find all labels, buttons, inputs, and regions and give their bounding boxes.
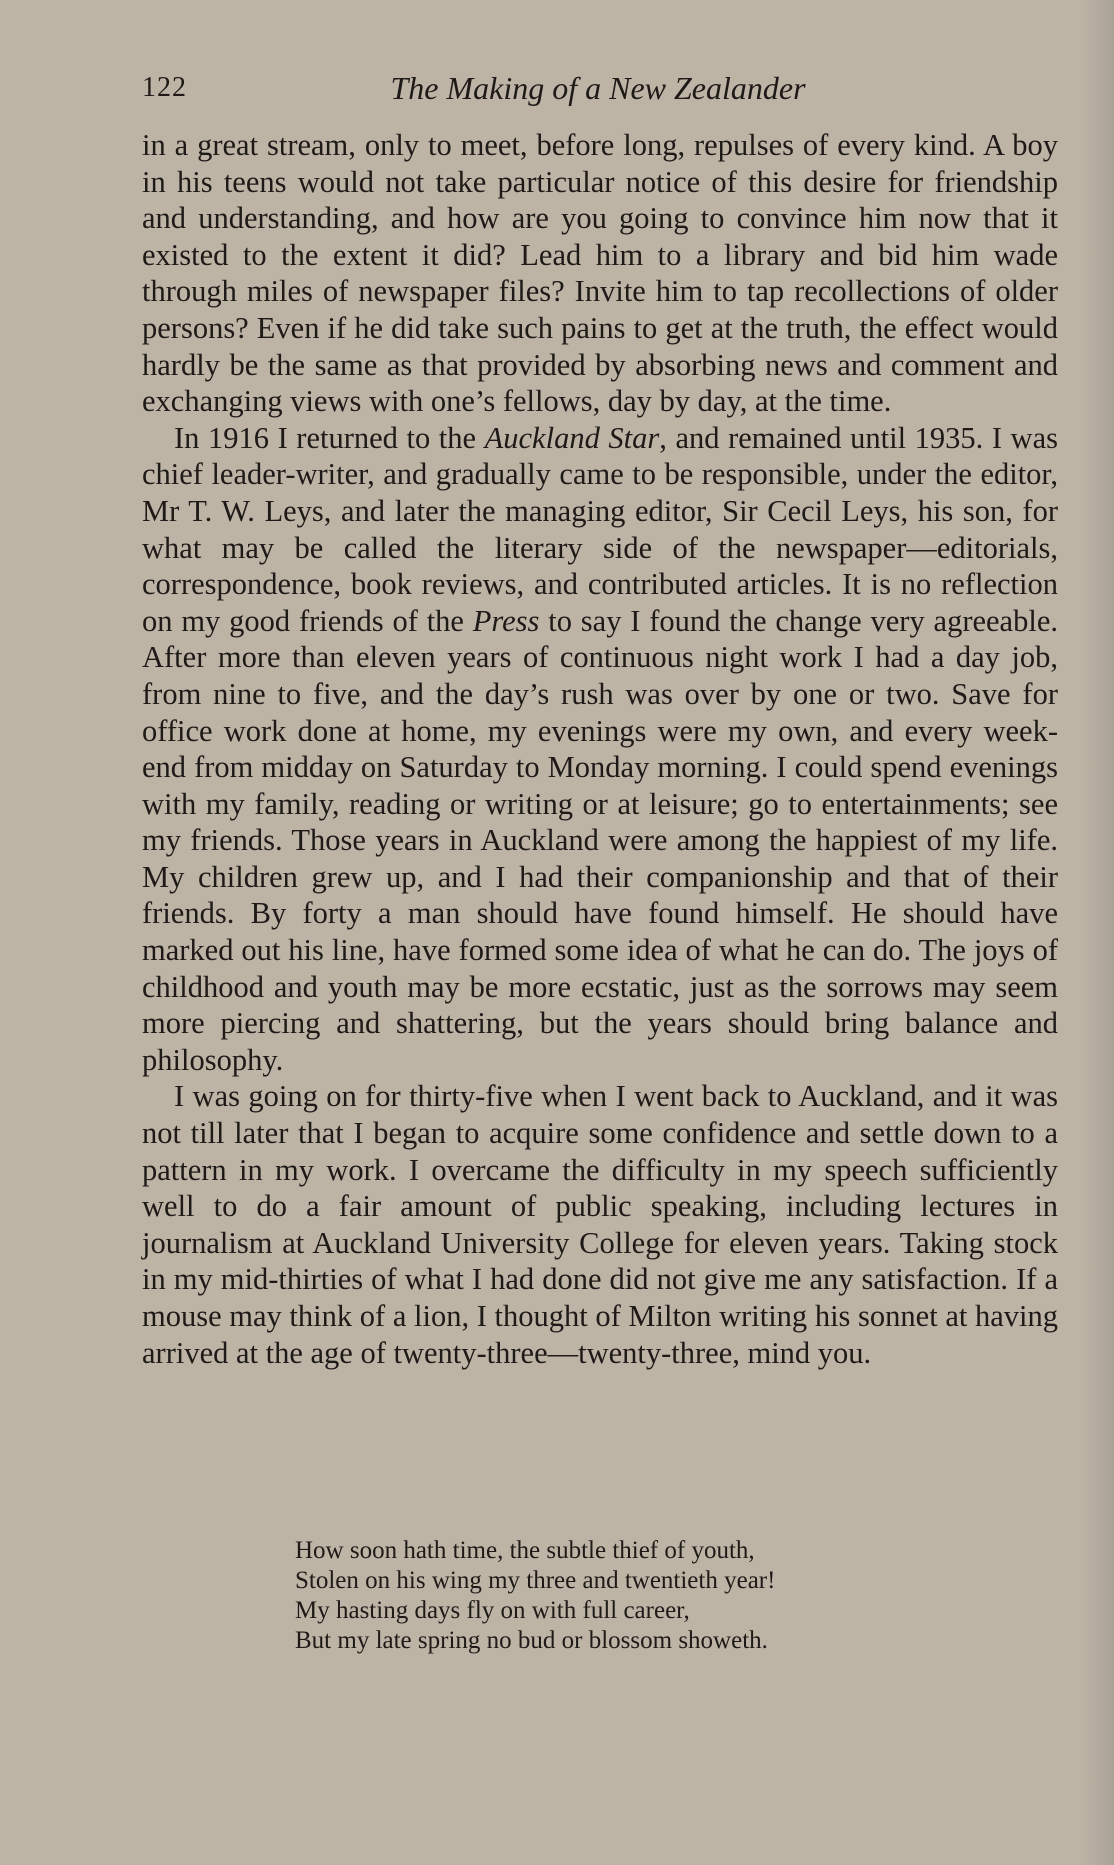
- paragraph-thirty-five: I was going on for thirty-five when I went back to Auckland, and it was not till later that I began to acquire some confidence and settle down to a pattern in my work. I overcame the difficulty in my speech sufficiently well to do a fair amount of public speaking, including lectures in journalism at Auckland University College for eleven years. Taking stock in my mid-thirties of what I had done did not give me any satisfaction. If a mouse may think of a lion, I thought of Milton writing his sonnet at having arrived at the age of twenty-three—twenty-three, mind you.: [142, 1079, 1058, 1370]
- poem-line: But my late spring no bud or blossom showeth.: [295, 1627, 768, 1654]
- paragraph-text: In 1916 I returned to the: [174, 420, 485, 455]
- page-number: 122: [142, 72, 187, 103]
- poem-line: How soon hath time, the subtle thief of youth,: [295, 1537, 755, 1564]
- running-header: [142, 70, 1054, 114]
- paragraph-text: to say I found the change very agreeable. After more than eleven years of continuous night work I had a day job, from nine to five, and the day’s rush was over by one or two. Save for office work done at home, my evenings were my own, and every week-end from midday on Saturday to Monday morning. I could spend evenings with my family, reading or writing or at leisure; go to entertainments; see my friends. Those years in Auckland were among the happiest of my life. My children grew up, and I had their companionship and that of their friends. By forty a man should have found himself. He should have marked out his line, have formed some idea of what he can do. The joys of childhood and youth may be more ecstatic, just as the sorrows may seem more piercing and shattering, but the years should bring balance and philosophy.: [142, 603, 1058, 1077]
- poem-line: Stolen on his wing my three and twentieth year!: [295, 1567, 776, 1594]
- poem-quotation: [295, 1536, 1015, 1656]
- poem-line: My hasting days fly on with full career,: [295, 1597, 690, 1624]
- newspaper-title-auckland-star: Auckland Star: [484, 420, 660, 455]
- paragraph-auckland-star: [142, 420, 1058, 1079]
- paragraph-continued: in a great stream, only to meet, before long, repulses of every kind. A boy in his teens would not take particular notice of this desire for friendship and understanding, and how are you going to convince him now that it existed to the extent it did? Lead him to a library and bid him wade through miles of newspaper files? Invite him to tap recollections of older persons? Even if he did take such pains to get at the truth, the effect would hardly be the same as that provided by absorbing news and comment and exchanging views with one’s fellows, day by day, at the time.: [142, 128, 1058, 419]
- paragraph-text: , and remained until 1935. I was chief leader-writer, and gradually came to be responsible, under the editor, Mr T. W. Leys, and later the managing editor, Sir Cecil Leys, his son, for what may be called the literary side of the newspaper—editorials, correspondence, book reviews, and contributed articles. It is no reflection on my good friends of the: [142, 420, 1058, 638]
- newspaper-title-press: Press: [472, 603, 540, 638]
- page-edge-shadow: [1080, 0, 1114, 1865]
- body-text: [142, 127, 1058, 1371]
- running-title: The Making of a New Zealander: [390, 70, 806, 106]
